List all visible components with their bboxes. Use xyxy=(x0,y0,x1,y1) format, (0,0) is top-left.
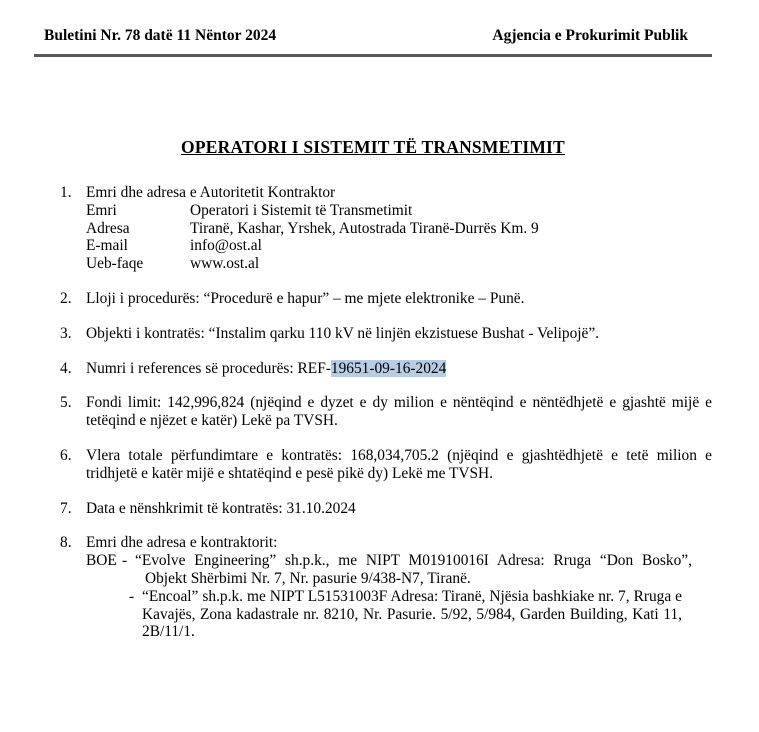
list-item-6 xyxy=(60,447,712,483)
detail-value: Operatori i Sistemit të Transmetimit xyxy=(190,201,413,219)
item-body: Objekti i kontratës: “Instalim qarku 110 kV në linjën ekzistuese Bushat - Velipojë”. xyxy=(86,324,600,342)
item-8-heading: Emri dhe adresa e kontraktorit: xyxy=(86,534,278,552)
item-body xyxy=(86,534,712,641)
dash-bullet: - xyxy=(122,552,128,570)
detail-value-website: www.ost.al xyxy=(190,255,260,273)
item-number: 3. xyxy=(60,324,72,342)
detail-row-adresa xyxy=(86,220,712,238)
item-body: Fondi limit: 142,996,824 (njëqind e dyzet e dy milion e nëntëqind e nëntëdhjetë e gjashtë mijë e tetëqind e njëzet e katër) Lekë pa TVSH. xyxy=(86,394,712,430)
detail-value: Tiranë, Kashar, Yrshek, Autostrada Tiranë-Durrës Km. 9 xyxy=(190,219,539,237)
list-item-2 xyxy=(60,290,712,308)
dash-bullet: - xyxy=(129,587,135,605)
detail-label: Ueb-faqe xyxy=(86,255,144,273)
page-title-text: OPERATORI I SISTEMIT TË TRANSMETIMIT xyxy=(181,137,565,157)
reference-prefix: Numri i references së procedurës: REF- xyxy=(86,359,331,377)
contractor-row-1 xyxy=(86,552,712,588)
list-item-8 xyxy=(60,534,712,641)
list-item-5 xyxy=(60,394,712,430)
highlighted-reference-number: 19651-09-16-2024 xyxy=(330,359,447,377)
item-1-heading: Emri dhe adresa e Autoritetit Kontraktor xyxy=(86,184,336,201)
detail-label: Adresa xyxy=(86,219,130,237)
item-number: 4. xyxy=(60,359,72,377)
item-body: Vlera totale përfundimtare e kontratës: 168,034,705.2 (njëqind e gjashtëdhjetë e tetë milion e tridhjetë e katër mijë e shtatëqind e pesë pikë dy) Lekë me TVSH. xyxy=(86,446,712,482)
page-header xyxy=(0,0,759,45)
item-body: Lloji i procedurës: “Procedurë e hapur” – me mjete elektronike – Punë. xyxy=(86,289,525,307)
item-body xyxy=(86,184,712,273)
item-body xyxy=(86,360,712,378)
bulletin-title: Buletini Nr. 78 datë 11 Nëntor 2024 xyxy=(44,27,277,44)
item-body: Data e nënshkrimit të kontratës: 31.10.2024 xyxy=(86,499,356,517)
item-number: 7. xyxy=(60,499,72,517)
list-item-3 xyxy=(60,325,712,343)
list-item-4 xyxy=(60,360,712,378)
page-title xyxy=(34,137,712,158)
contractor-1-text: “Evolve Engineering” sh.p.k., me NIPT M01910016I Adresa: Rruga “Don Bosko”, Objekt Shërbimi Nr. 7, Nr. pasurie 9/438-N7, Tiranë. xyxy=(135,552,692,587)
detail-value-email: info@ost.al xyxy=(190,237,262,255)
item-number: 6. xyxy=(60,446,72,464)
boe-label: BOE xyxy=(86,552,117,570)
detail-label: E-mail xyxy=(86,237,128,255)
header-divider xyxy=(34,54,712,57)
agency-title: Agjencia e Prokurimit Publik xyxy=(492,27,688,44)
contractor-2-text: “Encoal” sh.p.k. me NIPT L51531003F Adresa: Tiranë, Njësia bashkiake nr. 7, Rruga e Kavajës, Zona kadastrale nr. 8210, Nr. Pasurie. 5/92, 5/984, Garden Building, Kati 11, 2B/11/1. xyxy=(142,587,682,641)
item-number: 5. xyxy=(60,394,72,412)
list-item-1 xyxy=(60,184,712,273)
item-number: 1. xyxy=(60,184,72,201)
detail-label: Emri xyxy=(86,201,117,219)
numbered-list xyxy=(60,184,712,641)
detail-row-website xyxy=(86,255,712,273)
detail-row-email xyxy=(86,237,712,255)
item-number: 2. xyxy=(60,289,72,307)
detail-row-emri xyxy=(86,202,712,220)
item-number: 8. xyxy=(60,534,72,552)
contractor-row-2 xyxy=(129,588,712,641)
list-item-7 xyxy=(60,500,712,518)
